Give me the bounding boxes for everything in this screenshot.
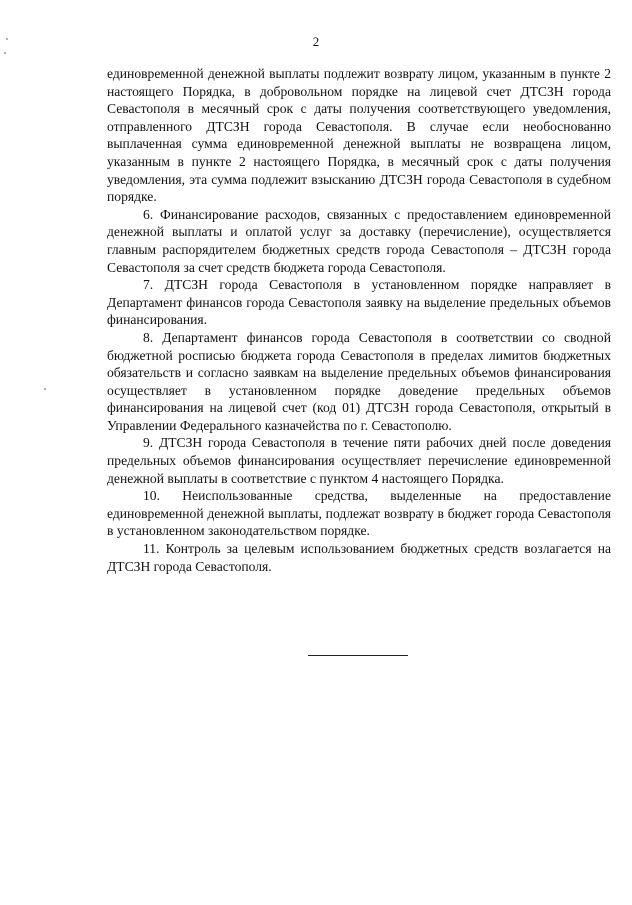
paragraph-11-control: 11. Контроль за целевым использованием бюджетных средств возлагается на ДТСЗН города Севастополя. (107, 541, 611, 574)
paragraph-10-unused-funds: 10. Неиспользованные средства, выделенные на предоставление единовременной денежной выплаты, подлежат возврату в бюджет города Севастополя в установленном законодательством порядке. (107, 488, 611, 539)
end-divider-line (308, 655, 408, 656)
paragraph-7-request: 7. ДТСЗН города Севастополя в установленном порядке направляет в Департамент финансов города Севастополя заявку на выделение предельных объемов финансирования. (107, 277, 611, 328)
paragraph-9-transfer: 9. ДТСЗН города Севастополя в течение пяти рабочих дней после доведения предельных объемов финансирования осуществляет перечисление единовременной денежной выплаты в соответствие с пунктом 4 настоящего Порядка. (107, 435, 611, 486)
scan-speck (44, 388, 46, 390)
document-body (107, 65, 611, 575)
paragraph-6-financing: 6. Финансирование расходов, связанных с предоставлением единовременной денежной выплаты и оплатой услуг за доставку (перечисление), осуществляется главным распорядителем бюджетных средств города Севастополя – ДТСЗН города Севастополя за счет средств бюджета города Севастополя. (107, 206, 611, 275)
scan-speck (4, 52, 6, 54)
page-number: 2 (312, 34, 320, 49)
scan-speck (6, 38, 8, 40)
paragraph-continuation: единовременной денежной выплаты подлежит возврату лицом, указанным в пункте 2 настоящего Порядка, в добровольном порядке на лицевой счет ДТСЗН города Севастополя в месячный срок с даты получения соответствующего уведомления, отправленного ДТСЗН города Севастополя. В случае если необоснованно выплаченная сумма единовременной денежной выплаты не возвращена лицом, указанным в пункте 2 настоящего Порядка, в месячный срок с даты получения уведомления, эта сумма подлежит взысканию ДТСЗН города Севастополя в судебном порядке. (107, 66, 611, 205)
paragraph-8-finance-department: 8. Департамент финансов города Севастополя в соответствии со сводной бюджетной росписью бюджета города Севастополя в пределах лимитов бюджетных обязательств и согласно заявкам на выделение предельных объемов финансирования осуществляет в установленном порядке доведение предельных объемов финансирования на лицевой счет (код 01) ДТСЗН города Севастополя, открытый в Управлении Федерального казначейства по г. Севастополю. (107, 329, 611, 433)
